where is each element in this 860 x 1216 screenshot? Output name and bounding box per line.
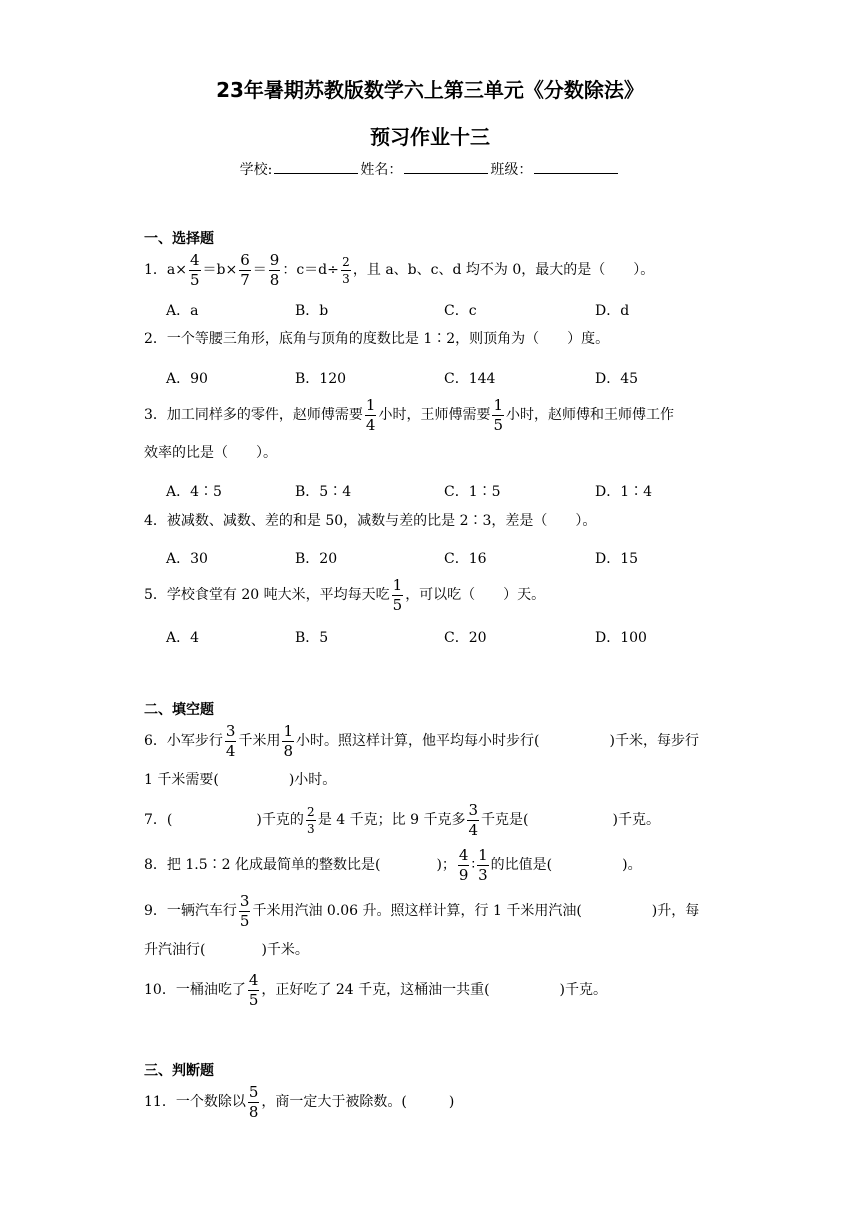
fraction-5-8: $\frac{5}{8}$ [248,1082,259,1121]
option-b[interactable]: B．20 [295,551,338,567]
fraction-1-3: $\frac{1}{3}$ [478,845,488,884]
question-3 [144,396,674,434]
section-fill-heading: 二、填空题 [144,702,214,718]
question-1-text-e: ，且 a、b、c、d 均不为 0，最大的是（ ）。 [352,262,655,278]
question-10-text-b: ，正好吃了 24 千克，这桶油一共重( )千克。 [261,982,608,998]
question-4: 4．被减数、减数、差的和是 50，减数与差的比是 2∶3，差是（ ）。 [144,513,597,529]
fraction-3-5: $\frac{3}{5}$ [239,891,250,930]
question-5-options [0,627,860,647]
fraction-9-8: $\frac{9}{8}$ [269,250,280,289]
question-6-text-a: 小军步行 [166,733,223,749]
question-6-text-c: 小时。照这样计算，他平均每小时步行( )千米，每步行 [296,733,699,749]
option-c[interactable]: C．16 [444,551,487,567]
option-a[interactable]: A．90 [166,371,208,387]
question-6-number: 6． [144,733,167,749]
fraction-4-5: $\frac{4}{5}$ [248,970,259,1009]
class-blank[interactable] [534,160,618,174]
fraction-3-4: $\frac{3}{4}$ [468,800,479,839]
question-7 [144,802,660,838]
option-d[interactable]: D．d [595,303,630,319]
question-7-text-a: ( )千克的 [166,812,304,828]
class-label: 班级： [490,162,533,178]
question-6 [144,722,699,760]
question-8-number: 8． [144,857,167,873]
option-d[interactable]: D．15 [595,551,639,567]
question-3-options [0,481,860,501]
question-1 [144,252,654,288]
question-1-text-a: a× [166,262,187,278]
question-3-line2: 效率的比是（ ）。 [144,445,277,461]
question-10-number: 10． [144,982,176,998]
option-a[interactable]: A．30 [166,551,208,567]
question-9-text-b: 千米用汽油 0.06 升。照这样计算，行 1 千米用汽油( )升，每 [252,903,700,919]
question-9-line2: 升汽油行( )千米。 [144,942,309,958]
question-8 [144,846,642,884]
fraction-2-3: $\frac{2}{3}$ [307,804,315,836]
question-8-ratio-sign: ∶ [471,857,476,873]
name-blank[interactable] [404,160,488,174]
option-d[interactable]: D．1∶4 [595,484,653,500]
question-3-text-b: 小时，王师傅需要 [378,407,491,423]
option-c[interactable]: C．144 [444,371,496,387]
question-2-options [0,368,860,388]
option-b[interactable]: B．120 [295,371,347,387]
option-c[interactable]: C．c [444,303,477,319]
page-title: 23年暑期苏教版数学六上第三单元《分数除法》 [216,78,644,102]
question-4-options [0,548,860,568]
question-1-options [0,300,860,320]
question-9-text-a: 一辆汽车行 [166,903,237,919]
option-c[interactable]: C．1∶5 [444,484,501,500]
fraction-1-4: $\frac{1}{4}$ [365,395,376,434]
question-1-text-b: ＝b× [202,262,238,278]
question-3-text-a: 加工同样多的零件，赵师傅需要 [166,407,363,423]
question-8-text-a: 把 1.5∶2 化成最简单的整数比是( )； [166,857,456,873]
school-label: 学校: [239,162,273,178]
question-10 [144,971,607,1009]
question-3-text-c: 小时，赵师傅和王师傅工作 [506,407,675,423]
option-b[interactable]: B．5 [295,630,329,646]
question-1-text-c: ＝ [252,262,267,278]
option-a[interactable]: A．a [166,303,199,319]
question-9 [144,892,699,930]
fraction-1-5: $\frac{1}{5}$ [493,395,504,434]
question-11 [144,1083,454,1121]
section-judge-heading: 三、判断题 [144,1063,214,1079]
question-5-text-b: ，可以吃（ ）天。 [405,587,546,603]
option-d[interactable]: D．45 [595,371,639,387]
fraction-4-9: $\frac{4}{9}$ [458,845,469,884]
question-1-number: 1． [144,262,167,278]
question-6-line2: 1 千米需要( )小时。 [144,772,337,788]
question-8-text-b: 的比值是( )。 [490,857,642,873]
question-9-number: 9． [144,903,167,919]
student-info-line [0,159,860,179]
fraction-1-8: $\frac{1}{8}$ [283,721,294,760]
fraction-3-4: $\frac{3}{4}$ [225,721,236,760]
question-7-text-c: 千克是( )千克。 [481,812,660,828]
question-11-number: 11． [144,1094,176,1110]
question-3-number: 3． [144,407,167,423]
school-blank[interactable] [274,160,358,174]
fraction-4-5: $\frac{4}{5}$ [190,250,200,289]
question-10-text-a: 一桶油吃了 [175,982,246,998]
option-a[interactable]: A．4 [166,630,200,646]
fraction-6-7: $\frac{6}{7}$ [240,250,250,289]
page-subtitle: 预习作业十三 [370,125,490,149]
question-7-number: 7． [144,812,167,828]
option-a[interactable]: A．4∶5 [166,484,222,500]
option-d[interactable]: D．100 [595,630,647,646]
option-c[interactable]: C．20 [444,630,487,646]
question-5-text-a: 学校食堂有 20 吨大米，平均每天吃 [166,587,390,603]
option-b[interactable]: B．b [295,303,329,319]
fraction-1-5: $\frac{1}{5}$ [392,575,403,614]
question-11-text-b: ，商一定大于被除数。( ) [261,1094,455,1110]
question-5 [144,576,545,614]
fraction-2-3: $\frac{2}{3}$ [342,254,350,286]
option-b[interactable]: B．5∶4 [295,484,352,500]
question-5-number: 5． [144,587,167,603]
question-6-text-b: 千米用 [238,733,281,749]
section-choice-heading: 一、选择题 [144,231,214,247]
question-2: 2．一个等腰三角形，底角与顶角的度数比是 1∶2，则顶角为（ ）度。 [144,331,610,347]
question-7-text-b: 是 4 千克；比 9 千克多 [317,812,466,828]
question-1-text-d: ：c＝d÷ [282,262,339,278]
question-11-text-a: 一个数除以 [175,1094,246,1110]
name-label: 姓名： [360,162,403,178]
